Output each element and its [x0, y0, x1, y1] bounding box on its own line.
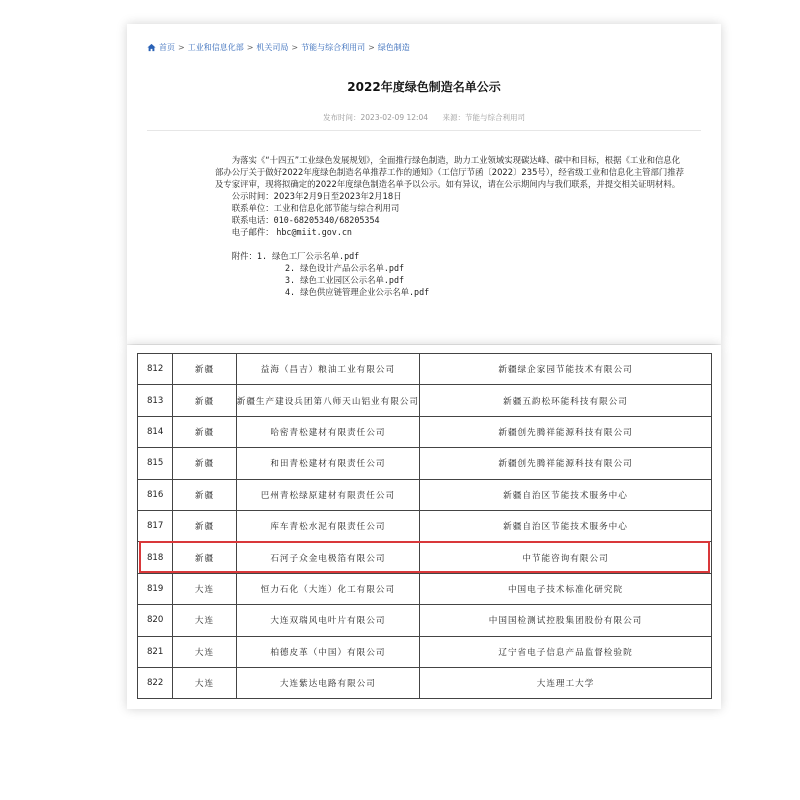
publicity-period: 公示时间：2023年2月9日至2023年2月18日: [231, 191, 402, 201]
row-company: 柏德皮革（中国）有限公司: [236, 636, 419, 667]
contact-email: [215, 226, 685, 238]
table-row: [138, 636, 712, 667]
list-table-card: [127, 345, 721, 709]
attachment-link[interactable]: 1. 绿色工厂公示名单.pdf: [256, 251, 360, 261]
email-value: hbc@miit.gov.cn: [276, 227, 352, 237]
row-region: 大连: [173, 605, 236, 636]
article-body: [215, 154, 685, 298]
attachment-row: [215, 250, 685, 262]
attachment-list: [215, 250, 685, 298]
divider: [147, 130, 701, 131]
row-company: 库车青松水泥有限责任公司: [236, 510, 419, 541]
row-organization: 中国电子技术标准化研究院: [420, 573, 712, 604]
phone-value: 010-68205340/68205354: [273, 215, 380, 225]
intro-paragraph: 为落实《“十四五”工业绿色发展规划》，全面推行绿色制造，助力工业领域实现碳达峰、碳中和目标，根据《工业和信息化部办公厅关于做好2022年度绿色制造名单推荐工作的通知》（工信厅节函〔2022〕235号），经省级工业和信息化主管部门推荐及专家评审，现将拟确定的2022年度绿色制造名单予以公示。如有异议，请在公示期间内与我们联系，并提交相关证明材料。: [215, 155, 684, 189]
row-company: 恒力石化（大连）化工有限公司: [236, 573, 419, 604]
attachment-link[interactable]: 4. 绿色供应链管理企业公示名单.pdf: [285, 287, 430, 297]
row-company: 巴州青松绿原建材有限责任公司: [236, 479, 419, 510]
breadcrumb-separator: >: [291, 43, 299, 52]
row-company: 大连双瑞风电叶片有限公司: [236, 605, 419, 636]
row-number: 818: [138, 542, 173, 573]
row-number: 816: [138, 479, 173, 510]
row-number: 813: [138, 385, 173, 416]
breadcrumb-home[interactable]: 首页: [159, 43, 175, 52]
row-region: 新疆: [173, 448, 236, 479]
home-icon[interactable]: [147, 43, 156, 52]
row-number: 822: [138, 667, 173, 698]
table-row: [138, 605, 712, 636]
row-organization: 新疆自治区节能技术服务中心: [420, 510, 712, 541]
row-region: 新疆: [173, 479, 236, 510]
contact-unit: 联系单位：工业和信息化部节能与综合利用司: [231, 203, 400, 213]
article-meta: [127, 112, 721, 123]
phone-label: 联系电话：: [231, 215, 274, 225]
row-organization: 中节能咨询有限公司: [420, 542, 712, 573]
page-title: 2022年度绿色制造名单公示: [347, 80, 501, 94]
row-organization: 中国国检测试控股集团股份有限公司: [420, 605, 712, 636]
row-company: 益海（昌吉）粮油工业有限公司: [236, 354, 419, 385]
row-number: 821: [138, 636, 173, 667]
breadcrumb-departments[interactable]: 机关司局: [256, 43, 289, 52]
row-organization: 新疆创先腾祥能源科技有限公司: [420, 448, 712, 479]
table-row: [138, 667, 712, 698]
attachment-link[interactable]: 3. 绿色工业园区公示名单.pdf: [285, 275, 405, 285]
row-organization: 新疆创先腾祥能源科技有限公司: [420, 416, 712, 447]
table-row-highlighted: [138, 542, 712, 573]
row-organization: 大连理工大学: [420, 667, 712, 698]
row-region: 新疆: [173, 385, 236, 416]
row-region: 大连: [173, 636, 236, 667]
table-row: [138, 510, 712, 541]
contact-phone: [215, 214, 685, 226]
article-source: 来源：节能与综合利用司: [442, 113, 525, 122]
row-company: 新疆生产建设兵团第八师天山铝业有限公司: [236, 385, 419, 416]
row-number: 819: [138, 573, 173, 604]
attachment-row: [215, 286, 685, 298]
breadcrumb-green-manufacturing[interactable]: 绿色制造: [377, 43, 410, 52]
row-region: 大连: [173, 667, 236, 698]
row-region: 新疆: [173, 416, 236, 447]
email-label: 电子邮件：: [231, 227, 274, 237]
row-region: 新疆: [173, 510, 236, 541]
row-organization: 辽宁省电子信息产品监督检验院: [420, 636, 712, 667]
breadcrumb-separator: >: [246, 43, 254, 52]
table-row: [138, 354, 712, 385]
article-card: [127, 24, 721, 344]
table-row: [138, 448, 712, 479]
table-row: [138, 416, 712, 447]
attachment-row: [215, 262, 685, 274]
attachments-label: 附件：: [231, 251, 257, 261]
row-company: 大连紫达电路有限公司: [236, 667, 419, 698]
breadcrumb-separator: >: [368, 43, 375, 52]
table-row: [138, 573, 712, 604]
row-region: 新疆: [173, 354, 236, 385]
row-number: 820: [138, 605, 173, 636]
breadcrumb: [147, 42, 410, 53]
table-row: [138, 385, 712, 416]
attachment-link[interactable]: 2. 绿色设计产品公示名单.pdf: [285, 263, 405, 273]
row-company: 哈密青松建材有限责任公司: [236, 416, 419, 447]
row-region: 新疆: [173, 542, 236, 573]
breadcrumb-energy-saving-dept[interactable]: 节能与综合利用司: [301, 43, 366, 52]
row-number: 817: [138, 510, 173, 541]
row-company: 和田青松建材有限责任公司: [236, 448, 419, 479]
row-company: 石河子众金电极箔有限公司: [236, 542, 419, 573]
table-row: [138, 479, 712, 510]
publish-time: 发布时间：2023-02-09 12:04: [323, 113, 429, 122]
row-number: 814: [138, 416, 173, 447]
row-organization: 新疆自治区节能技术服务中心: [420, 479, 712, 510]
row-region: 大连: [173, 573, 236, 604]
row-number: 815: [138, 448, 173, 479]
attachment-row: [215, 274, 685, 286]
row-organization: 新疆绿企家园节能技术有限公司: [420, 354, 712, 385]
breadcrumb-separator: >: [178, 43, 185, 52]
row-organization: 新疆五韵松环能科技有限公司: [420, 385, 712, 416]
green-manufacturing-table: [137, 353, 712, 699]
breadcrumb-miit[interactable]: 工业和信息化部: [187, 43, 244, 52]
row-number: 812: [138, 354, 173, 385]
